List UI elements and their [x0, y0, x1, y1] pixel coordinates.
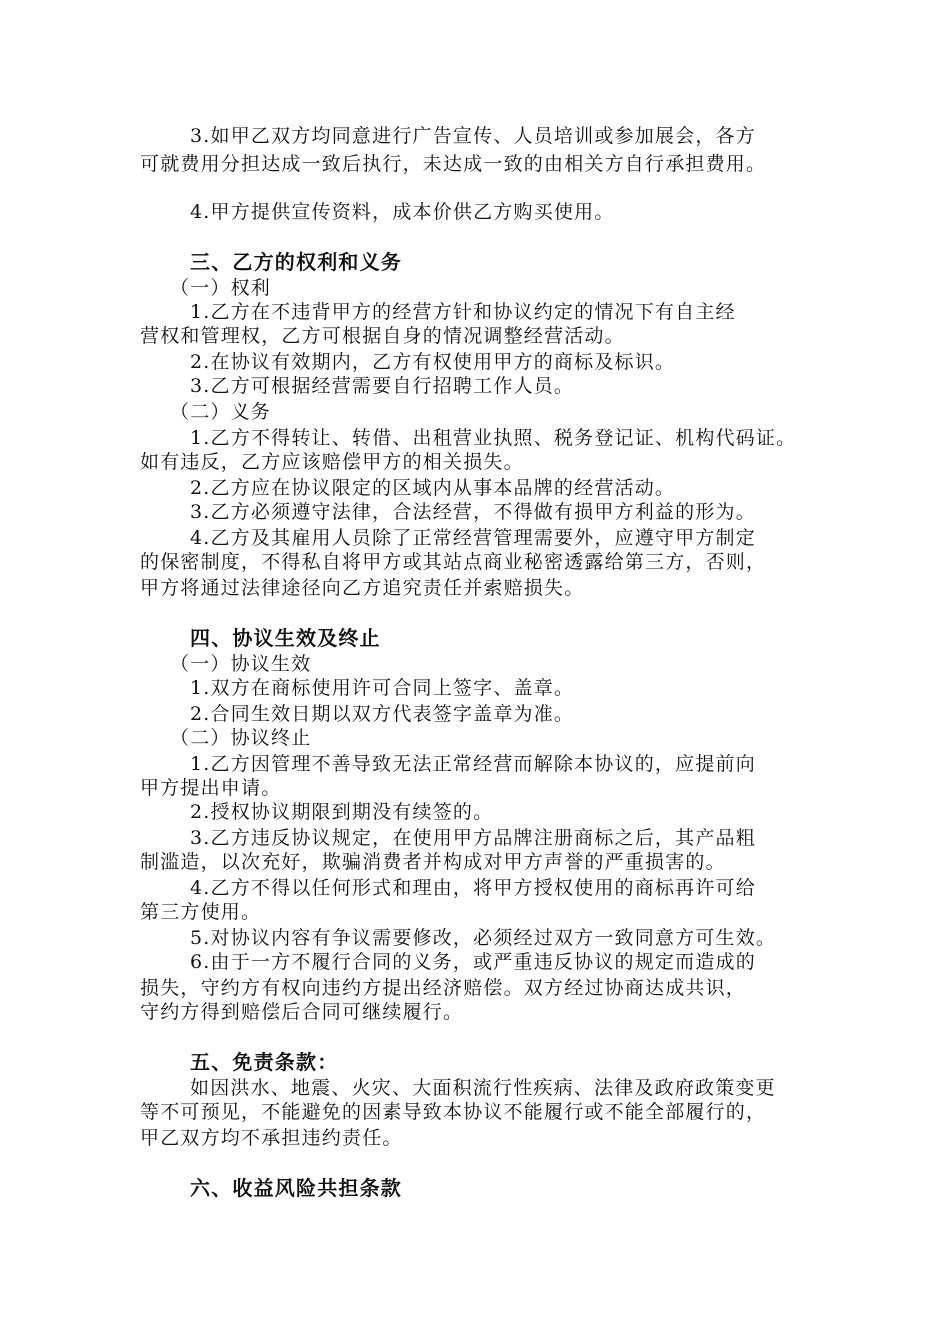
paragraph-line: 制滥造，以次充好，欺骗消费者并构成对甲方声誉的严重损害的。 [140, 851, 726, 873]
section-heading: 六、收益风险共担条款 [190, 1176, 402, 1200]
paragraph-line: 甲方将通过法律途径向乙方追究责任并索赔损失。 [140, 577, 585, 599]
paragraph-line: 可就费用分担达成一致后执行，未达成一致的由相关方自行承担费用。 [140, 153, 767, 175]
section-heading: 五、免责条款： [190, 1050, 339, 1074]
subsection-heading: （一）权利 [170, 277, 272, 299]
subsection-heading: （二）协议终止 [170, 727, 312, 749]
paragraph-line: 3.如甲乙双方均同意进行广告宣传、人员培训或参加展会，各方 [190, 125, 756, 147]
paragraph-line: 2.合同生效日期以双方代表签字盖章为准。 [190, 703, 575, 725]
paragraph-line: 如有违反，乙方应该赔偿甲方的相关损失。 [140, 451, 524, 473]
paragraph-line: 第三方使用。 [140, 901, 262, 923]
paragraph-line: 2.授权协议期限到期没有续签的。 [190, 801, 494, 823]
paragraph-line: 3.乙方必须遵守法律，合法经营，不得做有损甲方利益的形为。 [190, 501, 756, 523]
paragraph-line: 如因洪水、地震、火灾、大面积流行性疾病、法律及政府政策变更 [190, 1077, 776, 1099]
paragraph-line: 营权和管理权，乙方可根据自身的情况调整经营活动。 [140, 325, 625, 347]
paragraph-line: 1.乙方在不违背甲方的经营方针和协议约定的情况下有自主经 [190, 301, 736, 323]
paragraph-line: 1.乙方不得转让、转借、出租营业执照、税务登记证、机构代码证。 [190, 427, 797, 449]
paragraph-line: 3.乙方违反协议规定，在使用甲方品牌注册商标之后，其产品粗 [190, 827, 756, 849]
paragraph-line: 4.乙方不得以任何形式和理由，将甲方授权使用的商标再许可给 [190, 877, 756, 899]
paragraph-line: 4.乙方及其雇用人员除了正常经营管理需要外，应遵守甲方制定 [190, 527, 756, 549]
paragraph-line: 5.对协议内容有争议需要修改，必须经过双方一致同意方可生效。 [190, 927, 777, 949]
subsection-heading: （二）义务 [170, 401, 272, 423]
paragraph-line: 2.在协议有效期内，乙方有权使用甲方的商标及标识。 [190, 351, 676, 373]
paragraph-line: 损失，守约方有权向违约方提出经济赔偿。双方经过协商达成共识， [140, 977, 747, 999]
subsection-heading: （一）协议生效 [170, 653, 312, 675]
paragraph-line: 1.双方在商标使用许可合同上签字、盖章。 [190, 677, 575, 699]
paragraph-line: 等不可预见，不能避免的因素导致本协议不能履行或不能全部履行的， [140, 1101, 767, 1123]
paragraph-line: 甲乙双方均不承担违约责任。 [140, 1127, 403, 1149]
paragraph-line: 1.乙方因管理不善导致无法正常经营而解除本协议的，应提前向 [190, 753, 756, 775]
paragraph-line: 6.由于一方不履行合同的义务，或严重违反协议的规定而造成的 [190, 951, 756, 973]
paragraph-line: 甲方提出申请。 [140, 777, 282, 799]
section-heading: 四、协议生效及终止 [190, 626, 381, 650]
paragraph-line: 的保密制度，不得私自将甲方或其站点商业秘密透露给第三方，否则， [140, 551, 767, 573]
paragraph-line: 守约方得到赔偿后合同可继续履行。 [140, 1001, 464, 1023]
section-heading: 三、乙方的权利和义务 [190, 250, 402, 274]
paragraph-line: 2.乙方应在协议限定的区域内从事本品牌的经营活动。 [190, 477, 676, 499]
paragraph-line: 3.乙方可根据经营需要自行招聘工作人员。 [190, 375, 575, 397]
paragraph-line: 4.甲方提供宣传资料，成本价供乙方购买使用。 [190, 201, 615, 223]
